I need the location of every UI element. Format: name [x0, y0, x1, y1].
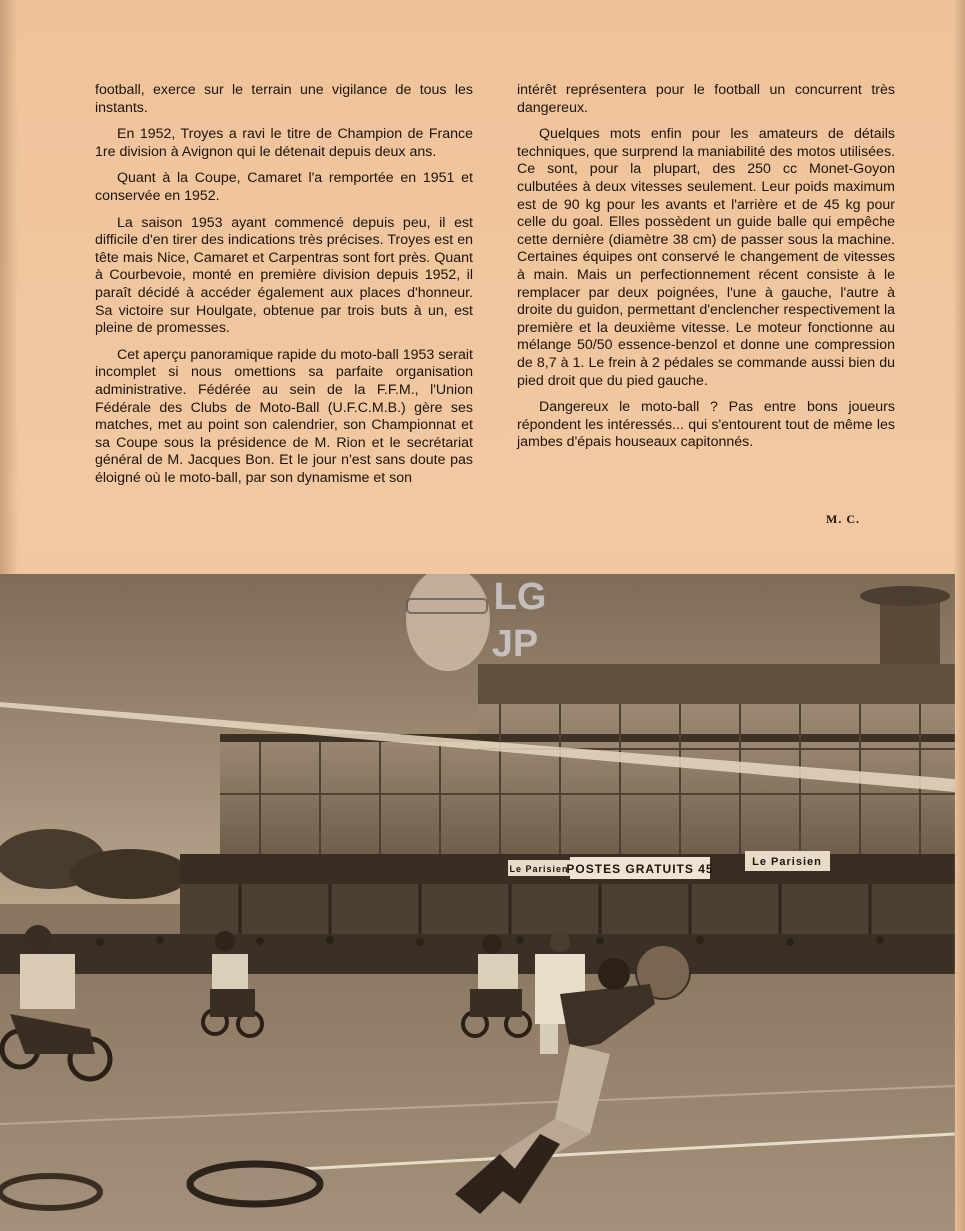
photo-illustration — [0, 574, 955, 1231]
paragraph: Quant à la Coupe, Camaret l'a remportée en 1951 et conservée en 1952. — [95, 170, 473, 204]
moto-ball-photo — [0, 574, 955, 1231]
article-left-column — [95, 82, 473, 496]
paragraph: Dangereux le moto-ball ? Pas entre bons joueurs répondent les intéressés... qui s'entourent tout de même les jambes d'épais houseaux capitonnés. — [517, 399, 895, 451]
paragraph: football, exerce sur le terrain une vigilance de tous les instants. — [95, 82, 473, 116]
watermark-text-bottom: JP — [491, 623, 539, 665]
watermark-text-top: LG — [493, 576, 547, 618]
banner-center-text: POSTES GRATUITS 45 — [566, 862, 714, 876]
paragraph: intérêt représentera pour le football un concurrent très dangereux. — [517, 82, 895, 116]
banner-right-text: Le Parisien — [752, 856, 822, 868]
crowd — [0, 934, 955, 979]
article-right-column — [517, 82, 895, 461]
banner-left-text: Le Parisien — [509, 864, 569, 874]
author-signature: M. C. — [826, 512, 860, 526]
paragraph: Cet aperçu panoramique rapide du moto-ball 1953 serait incomplet si nous omettions sa parfaite organisation administrative. Fédérée au sein de la F.F.M., l'Union Fédérale des Clubs de Moto-Ball (U.F.C.M.B.) gère ses matches, met au point son calendrier, son Championnat et sa Coupe sous la présidence de M. Rion et le secrétariat général de M. Jacques Bon. Et le jour n'est sans doute pas éloigné où le moto-ball, par son dynamisme et son — [95, 346, 473, 486]
paragraph: La saison 1953 ayant commencé depuis peu, il est difficile d'en tirer des indications très précises. Troyes est en tête mais Nice, Camaret et Carpentras sont fort près. Quant à Courbevoie, monté en première division depuis 1952, il paraît décidé à accéder également aux places d'honneur. Sa victoire sur Houlgate, obtenue par trois buts à un, est pleine de promesses. — [95, 214, 473, 337]
paragraph: Quelques mots enfin pour les amateurs de détails techniques, que surprend la maniabilité des motos utilisées. Ce sont, pour la plupart, des 250 cc Monet-Goyon culbutées à deux vitesses seulement. Leur poids maximum est de 90 kg pour les avants et l'arrière et de 45 kg pour celle du goal. Elles possèdent un guide balle qui empêche cette dernière (diamètre 38 cm) de passer sous la machine. Certaines équipes ont conservé le changement de vitesses à main. Mais un perfectionnement récent consiste à le remplacer par deux poignées, l'une à gauche, l'autre à droite du guidon, permettant d'enclencher respectivement la première et la deuxième vitesse. Le moteur fonctionne au mélange 50/50 essence-benzol et donne une compression de 8,7 à 1. Le frein à 2 pédales se commande aussi bien du pied droit que du pied gauche. — [517, 126, 895, 389]
paragraph: En 1952, Troyes a ravi le titre de Champion de France 1re division à Avignon qui le détenait depuis deux ans. — [95, 126, 473, 160]
watermark-logo — [406, 574, 546, 671]
